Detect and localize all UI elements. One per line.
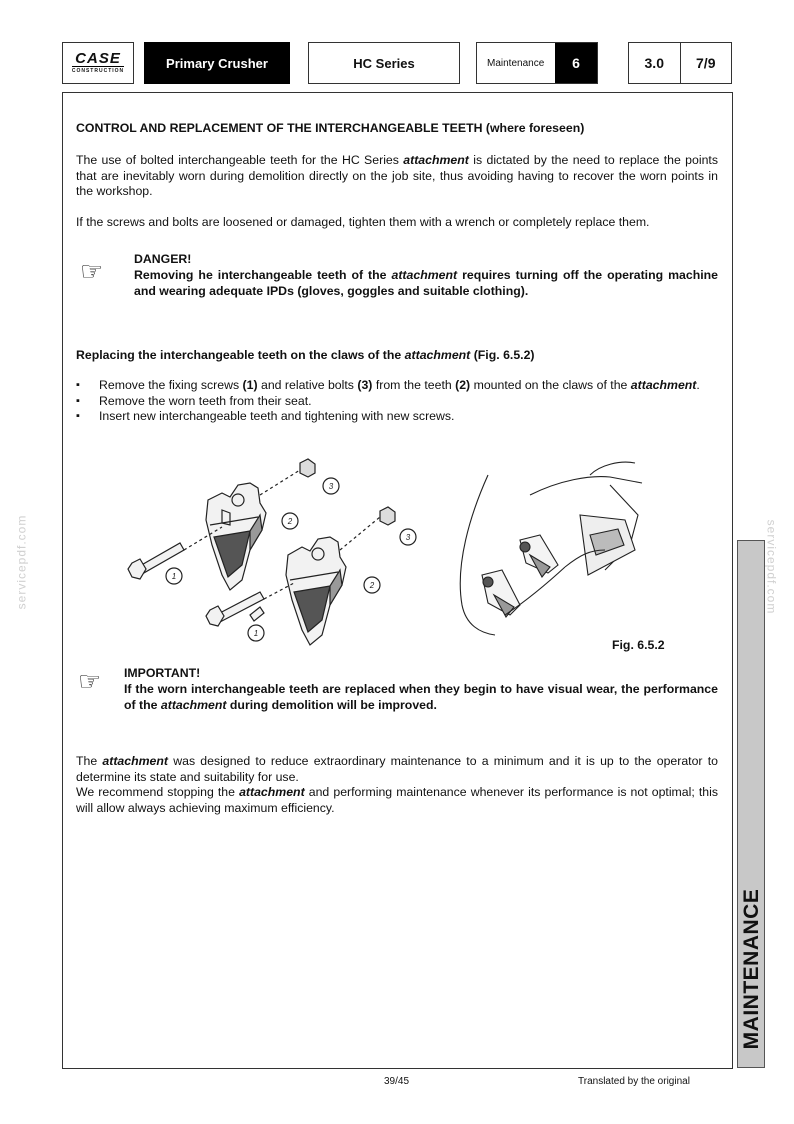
nut-illustration-1 xyxy=(300,459,315,477)
list-item: ▪ Remove the worn teeth from their seat. xyxy=(76,394,718,410)
series-name: HC Series xyxy=(308,42,460,84)
pointing-hand-icon: ☞ xyxy=(80,256,104,286)
logo-subtext: CONSTRUCTION xyxy=(71,67,125,74)
tooth-illustration-2 xyxy=(286,537,346,645)
logo-text: CASE xyxy=(75,49,121,67)
tooth-illustration-1 xyxy=(206,483,266,590)
callout-2: 2 xyxy=(369,581,375,590)
callout-1: 1 xyxy=(171,572,177,581)
important-text: If the worn interchangeable teeth are replaced when they begin to have visual wear, the performance of the attachment during demolition will be improved. xyxy=(124,682,718,712)
nut-illustration-2 xyxy=(380,507,395,525)
watermark-right: servicepdf.com xyxy=(764,519,779,615)
pointing-hand-icon: ☞ xyxy=(78,666,102,696)
case-logo xyxy=(62,42,134,84)
page-fraction: 7/9 xyxy=(696,55,716,71)
product-name: Primary Crusher xyxy=(144,42,290,84)
figure-caption: Fig. 6.5.2 xyxy=(612,638,665,652)
danger-text: Removing he interchangeable teeth of the attachment requires turning off the operating machine and wearing adequate IPDs (gloves, goggles and suitable clothing). xyxy=(134,268,718,298)
steps-list xyxy=(76,378,718,425)
list-item: ▪ Remove the fixing screws (1) and relative bolts (3) from the teeth (2) mounted on the claws of the attachment. xyxy=(76,378,718,394)
closing-paragraph: The attachment was designed to reduce extraordinary maintenance to a minimum and it is up to the operator to determine its state and suitability for use. We recommend stopping the attachment and performing maintenance whenever its performance is not optimal; this will allow always achieving maximum efficiency. xyxy=(76,754,718,815)
sidebar-label: MAINTENANCE xyxy=(740,888,763,1050)
version-number: 3.0 xyxy=(644,55,664,71)
claw-assembly-illustration xyxy=(460,462,642,635)
section-label: Maintenance xyxy=(487,57,545,69)
page-number: 39/45 xyxy=(384,1076,410,1087)
section-box xyxy=(476,42,598,84)
version-box xyxy=(628,42,732,84)
section-sidebar-tab xyxy=(737,540,765,1068)
callout-2: 2 xyxy=(287,517,293,526)
list-item: ▪ Insert new interchangeable teeth and tightening with new screws. xyxy=(76,409,718,425)
section-number: 6 xyxy=(555,43,597,83)
callout-3: 3 xyxy=(405,533,411,542)
danger-heading: DANGER! xyxy=(134,252,192,266)
footer-note: Translated by the original xyxy=(578,1076,690,1087)
callout-1: 1 xyxy=(253,629,259,638)
intro-paragraph: The use of bolted interchangeable teeth for the HC Series attachment is dictated by the need to replace the points that are inevitably worn during demolition directly on the job site, thus avoiding having to recover the worn points in the workshop. xyxy=(76,153,718,198)
replacing-subtitle: Replacing the interchangeable teeth on the claws of the attachment (Fig. 6.5.2) xyxy=(76,348,535,362)
teeth-figure xyxy=(110,455,710,660)
screws-paragraph: If the screws and bolts are loosened or damaged, tighten them with a wrench or completely replace them. xyxy=(76,215,650,229)
callout-3: 3 xyxy=(328,482,334,491)
bolt-illustration-2 xyxy=(206,592,264,626)
watermark-left: servicepdf.com xyxy=(14,514,29,610)
important-heading: IMPORTANT! xyxy=(124,666,201,680)
section-title: CONTROL AND REPLACEMENT OF THE INTERCHANGEABLE TEETH (where foreseen) xyxy=(76,121,585,135)
